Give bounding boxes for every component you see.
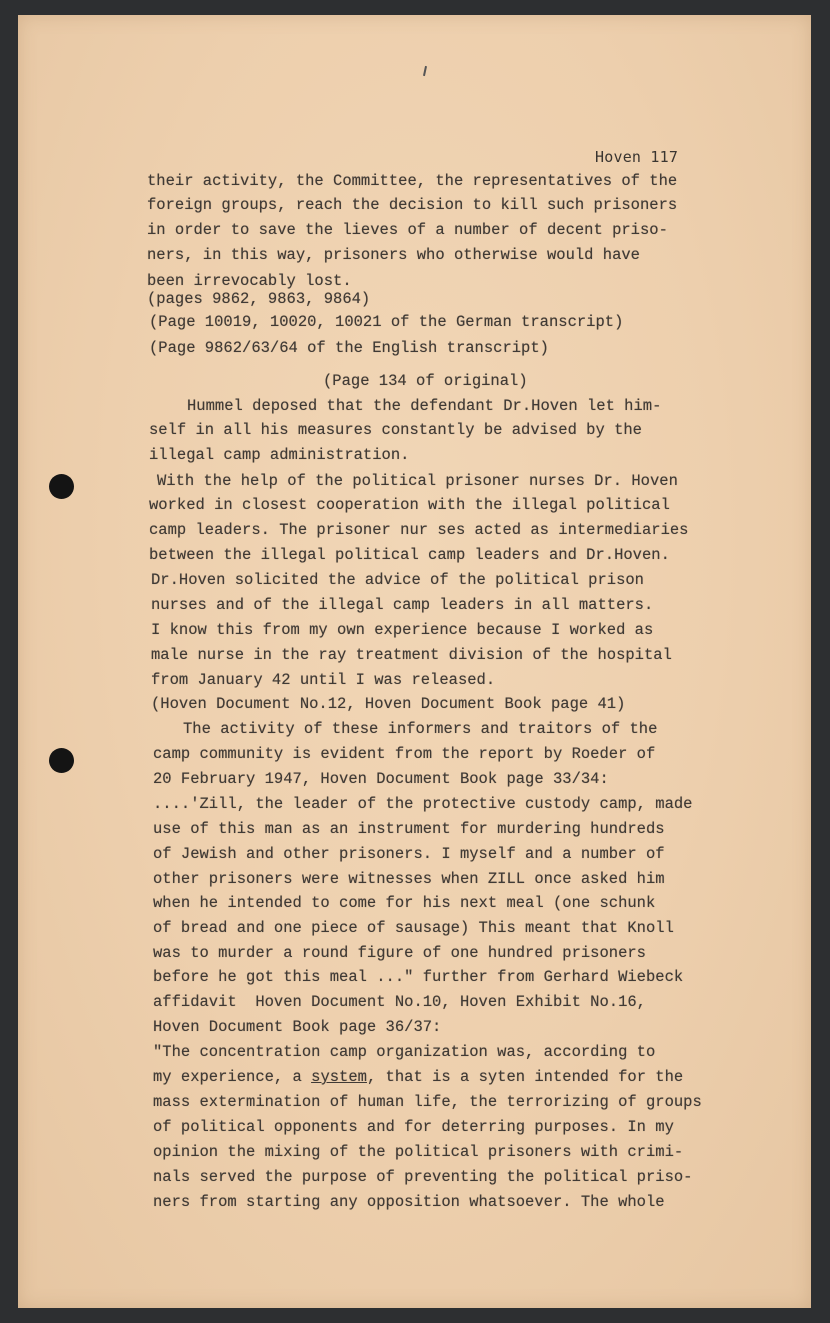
text-line: Hummel deposed that the defendant Dr.Hoven let him- bbox=[187, 397, 662, 415]
text-line: use of this man as an instrument for murdering hundreds bbox=[153, 820, 665, 838]
text-line: (Hoven Document No.12, Hoven Document Book page 41) bbox=[151, 695, 626, 713]
text-line: nals served the purpose of preventing the political priso- bbox=[153, 1168, 693, 1186]
text-line: (Page 134 of original) bbox=[323, 372, 528, 390]
text-line: in order to save the lieves of a number of decent priso- bbox=[147, 221, 668, 239]
text-line: camp leaders. The prisoner nur ses acted as intermediaries bbox=[149, 521, 689, 539]
text-line: male nurse in the ray treatment division of the hospital bbox=[151, 646, 672, 664]
text-line: from January 42 until I was released. bbox=[151, 671, 496, 689]
text-line: worked in closest cooperation with the illegal political bbox=[149, 496, 670, 514]
text-line: mass extermination of human life, the terrorizing of groups bbox=[153, 1093, 702, 1111]
text-line: camp community is evident from the report by Roeder of bbox=[153, 745, 656, 763]
text-line: I know this from my own experience because I worked as bbox=[151, 621, 654, 639]
text-line: (pages 9862, 9863, 9864) bbox=[147, 290, 371, 308]
text-line: Dr.Hoven solicited the advice of the political prison bbox=[151, 571, 644, 589]
text-line: their activity, the Committee, the representatives of the bbox=[147, 172, 678, 190]
text-line: With the help of the political prisoner nurses Dr. Hoven bbox=[157, 472, 678, 490]
text-line: nurses and of the illegal camp leaders in all matters. bbox=[151, 596, 654, 614]
text-line: foreign groups, reach the decision to kill such prisoners bbox=[147, 196, 678, 214]
text-line: opinion the mixing of the political prisoners with crimi- bbox=[153, 1143, 684, 1161]
text-line: was to murder a round figure of one hundred prisoners bbox=[153, 944, 646, 962]
text-line: before he got this meal ..." further from Gerhard Wiebeck bbox=[153, 968, 684, 986]
text-line: when he intended to come for his next meal (one schunk bbox=[153, 894, 656, 912]
underlined-word: system bbox=[311, 1068, 367, 1086]
text-line: ners from starting any opposition whatsoever. The whole bbox=[153, 1193, 665, 1211]
text-line: between the illegal political camp leaders and Dr.Hoven. bbox=[149, 546, 670, 564]
text-line: affidavit Hoven Document No.10, Hoven Exhibit No.16, bbox=[153, 993, 646, 1011]
text-line: of bread and one piece of sausage) This meant that Knoll bbox=[153, 919, 674, 937]
text-fragment: my experience, a bbox=[153, 1068, 312, 1086]
text-line: "The concentration camp organization was, according to bbox=[153, 1043, 656, 1061]
page-number-header: Hoven 117 bbox=[595, 148, 679, 166]
text-line: been irrevocably lost. bbox=[147, 272, 352, 290]
text-fragment: , that is a syten intended for the bbox=[366, 1068, 684, 1086]
text-line: of Jewish and other prisoners. I myself and a number of bbox=[153, 845, 665, 863]
text-line: ....'Zill, the leader of the protective custody camp, made bbox=[153, 795, 693, 813]
text-line bbox=[153, 1070, 683, 1086]
text-line: self in all his measures constantly be advised by the bbox=[149, 421, 642, 439]
text-line: other prisoners were witnesses when ZILL once asked him bbox=[153, 870, 665, 888]
text-line: of political opponents and for deterring purposes. In my bbox=[153, 1118, 674, 1136]
text-line: (Page 9862/63/64 of the English transcript) bbox=[149, 339, 549, 357]
text-line: 20 February 1947, Hoven Document Book page 33/34: bbox=[153, 770, 609, 788]
text-line: illegal camp administration. bbox=[149, 446, 410, 464]
text-line: The activity of these informers and traitors of the bbox=[183, 720, 658, 738]
text-line: (Page 10019, 10020, 10021 of the German transcript) bbox=[149, 313, 624, 331]
text-line: Hoven Document Book page 36/37: bbox=[153, 1018, 442, 1036]
text-line: ners, in this way, prisoners who otherwise would have bbox=[147, 246, 640, 264]
